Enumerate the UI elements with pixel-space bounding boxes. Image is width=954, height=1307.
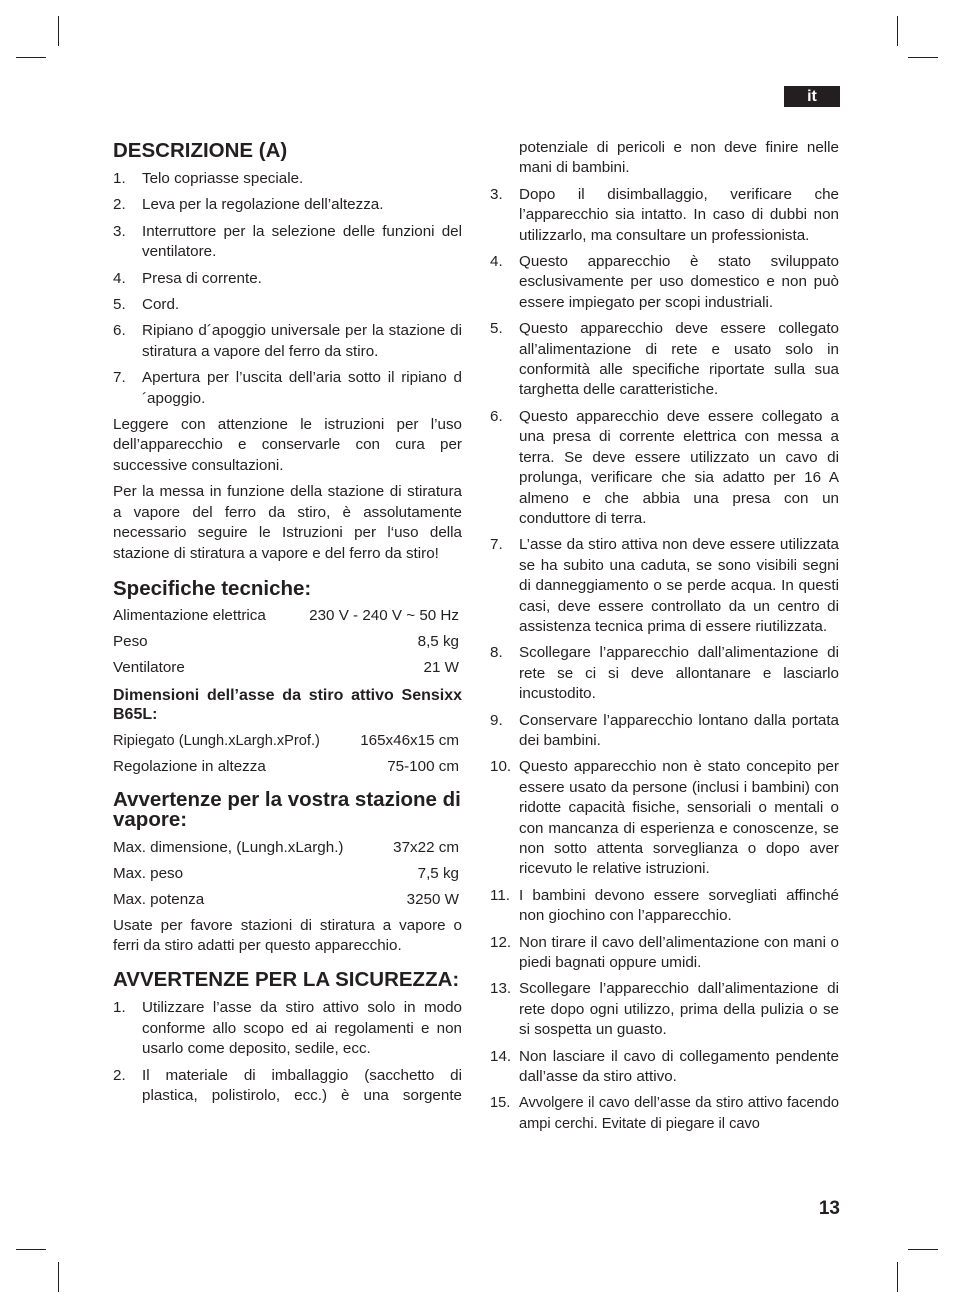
left-column — [113, 138, 462, 1112]
list-item: 6. Questo apparecchio deve essere collegato a una presa di corrente elettrica con messa a terra. Se deve essere utilizzato un cavo di prolunga, verificare che sia adatto per 16 A almeno e che abbia una presa con un conduttore di terra. — [490, 407, 839, 527]
spec-row: Alimentazione elettrica 230 V - 240 V ~ 50 Hz — [113, 606, 459, 624]
list-item: 10. Questo apparecchio non è stato concepito per essere usato da persone (inclusi i bambini) con ridotte capacità fisiche, sensoriali o mentali o con mancanza di esperienza e conoscenze, se non sotto attenta sorveglianza o dopo aver ricevuto le relative istruzioni. — [490, 758, 839, 878]
crop-mark — [16, 1249, 46, 1250]
crop-mark — [908, 57, 938, 58]
list-item: 1. Utilizzare l’asse da stiro attivo solo in modo conforme allo scopo ed ai regolamenti e non usarlo come deposito, sedile, ecc. — [113, 999, 462, 1058]
list-item: 12. Non tirare il cavo dell’alimentazione con mani o piedi bagnati oppure umidi. — [490, 933, 839, 972]
heading-dimensions: Dimensioni dell’asse da stiro attivo Sensixx B65L: — [113, 687, 462, 724]
list-item: 7. L’asse da stiro attiva non deve essere utilizzata se ha subito una caduta, se sono visibili segni di danneggiamento o se perde acqua. In questi casi, deve essere controllato da un centro di assistenza tecnica prima di essere riutilizzata. — [490, 536, 839, 635]
list-item: 1. Telo copriasse speciale. — [113, 170, 304, 187]
crop-mark — [908, 1249, 938, 1250]
crop-mark — [897, 16, 898, 46]
list-item: 2. Leva per la regolazione dell’altezza. — [113, 196, 384, 214]
paragraph-operation-note: Per la messa in funzione della stazione di stiratura a vapore del ferro da stiro, è assolutamente necessario seguire le Istruzioni per l‘uso della stazione di stiratura a vapore e del ferro da stiro! — [113, 483, 462, 562]
spec-row: Max. peso 7,5 kg — [113, 864, 459, 882]
heading-specs: Specifiche tecniche: — [113, 576, 312, 600]
spec-row: Peso 8,5 kg — [113, 632, 459, 650]
safety-list — [113, 998, 462, 1106]
list-item: 14. Non lasciare il cavo di collegamento pendente dall’asse da stiro attivo. — [490, 1047, 839, 1086]
crop-mark — [16, 57, 46, 58]
spec-row: Max. dimensione, (Lungh.xLargh.) 37x22 cm — [113, 838, 459, 856]
list-item: 4. Questo apparecchio è stato sviluppato esclusivamente per uso domestico e non può essere impiegato per scopi industriali. — [490, 253, 839, 311]
spec-row: Ventilatore 21 W — [113, 658, 459, 676]
description-list — [113, 169, 462, 409]
list-item: 13. Scollegare l’apparecchio dall’alimentazione di rete dopo ogni utilizzo, prima della pulizia o se si sospetta un guasto. — [490, 980, 839, 1039]
page-number: 13 — [818, 1198, 840, 1219]
language-tag: it — [784, 86, 840, 107]
heading-description: DESCRIZIONE (A) — [113, 139, 288, 162]
list-item: 3. Interruttore per la selezione delle funzioni del ventilatore. — [113, 222, 462, 261]
spec-row: Ripiegato (Lungh.xLargh.xProf.) 165x46x15 cm — [113, 732, 459, 750]
paragraph-station-advice: Usate per favore stazioni di stiratura a vapore o ferri da stiro adatti per questo apparecchio. — [113, 916, 462, 954]
list-item: 15. Avvolgere il cavo dell’asse da stiro attivo facendo ampi cerchi. Evitate di piegare il cavo — [490, 1095, 839, 1132]
list-item: 6. Ripiano d´apoggio universale per la stazione di stiratura a vapore del ferro da stiro. — [113, 322, 462, 360]
crop-mark — [58, 1262, 59, 1292]
crop-mark — [897, 1262, 898, 1292]
list-item: 4. Presa di corrente. — [113, 269, 262, 287]
list-item: 9. Conservare l’apparecchio lontano dalla portata dei bambini. — [490, 711, 839, 749]
list-item: 3. Dopo il disimballaggio, verificare che l’apparecchio sia intatto. In caso di dubbi non utilizzarlo, ma consultare un professionista. — [490, 185, 839, 244]
list-item: 11. I bambini devono essere sorvegliati affinché non giochino con l’apparecchio. — [490, 886, 839, 925]
heading-station-notes: Avvertenze per la vostra stazione di vapore: — [113, 787, 461, 831]
list-item: 2. Il materiale di imballaggio (sacchetto di plastica, polistirolo, ecc.) è una sorgente — [113, 1066, 462, 1105]
crop-mark — [58, 16, 59, 46]
list-item-continuation: potenziale di pericoli e non deve finire nelle mani di bambini. — [519, 139, 839, 177]
spec-row: Regolazione in altezza 75-100 cm — [113, 758, 459, 776]
list-item: 7. Apertura per l’uscita dell’aria sotto il ripiano d´apoggio. — [113, 369, 462, 407]
paragraph-read-instructions: Leggere con attenzione le istruzioni per l’uso dell’apparecchio e conservarle con cura per successive consultazioni. — [113, 416, 462, 474]
heading-safety: AVVERTENZE PER LA SICUREZZA: — [113, 968, 460, 992]
list-item: 5. Questo apparecchio deve essere collegato all’alimentazione di rete e usato solo in conformità alle specifiche riportate sulla sua targhetta delle caratteristiche. — [490, 320, 839, 399]
list-item: 8. Scollegare l’apparecchio dall’alimentazione di rete se ci si deve allontanare e lasciarlo incustodito. — [490, 644, 839, 703]
spec-row: Max. potenza 3250 W — [113, 890, 459, 908]
list-item: 5. Cord. — [113, 296, 180, 314]
right-column — [490, 138, 839, 1140]
safety-list-continued — [490, 185, 839, 1134]
